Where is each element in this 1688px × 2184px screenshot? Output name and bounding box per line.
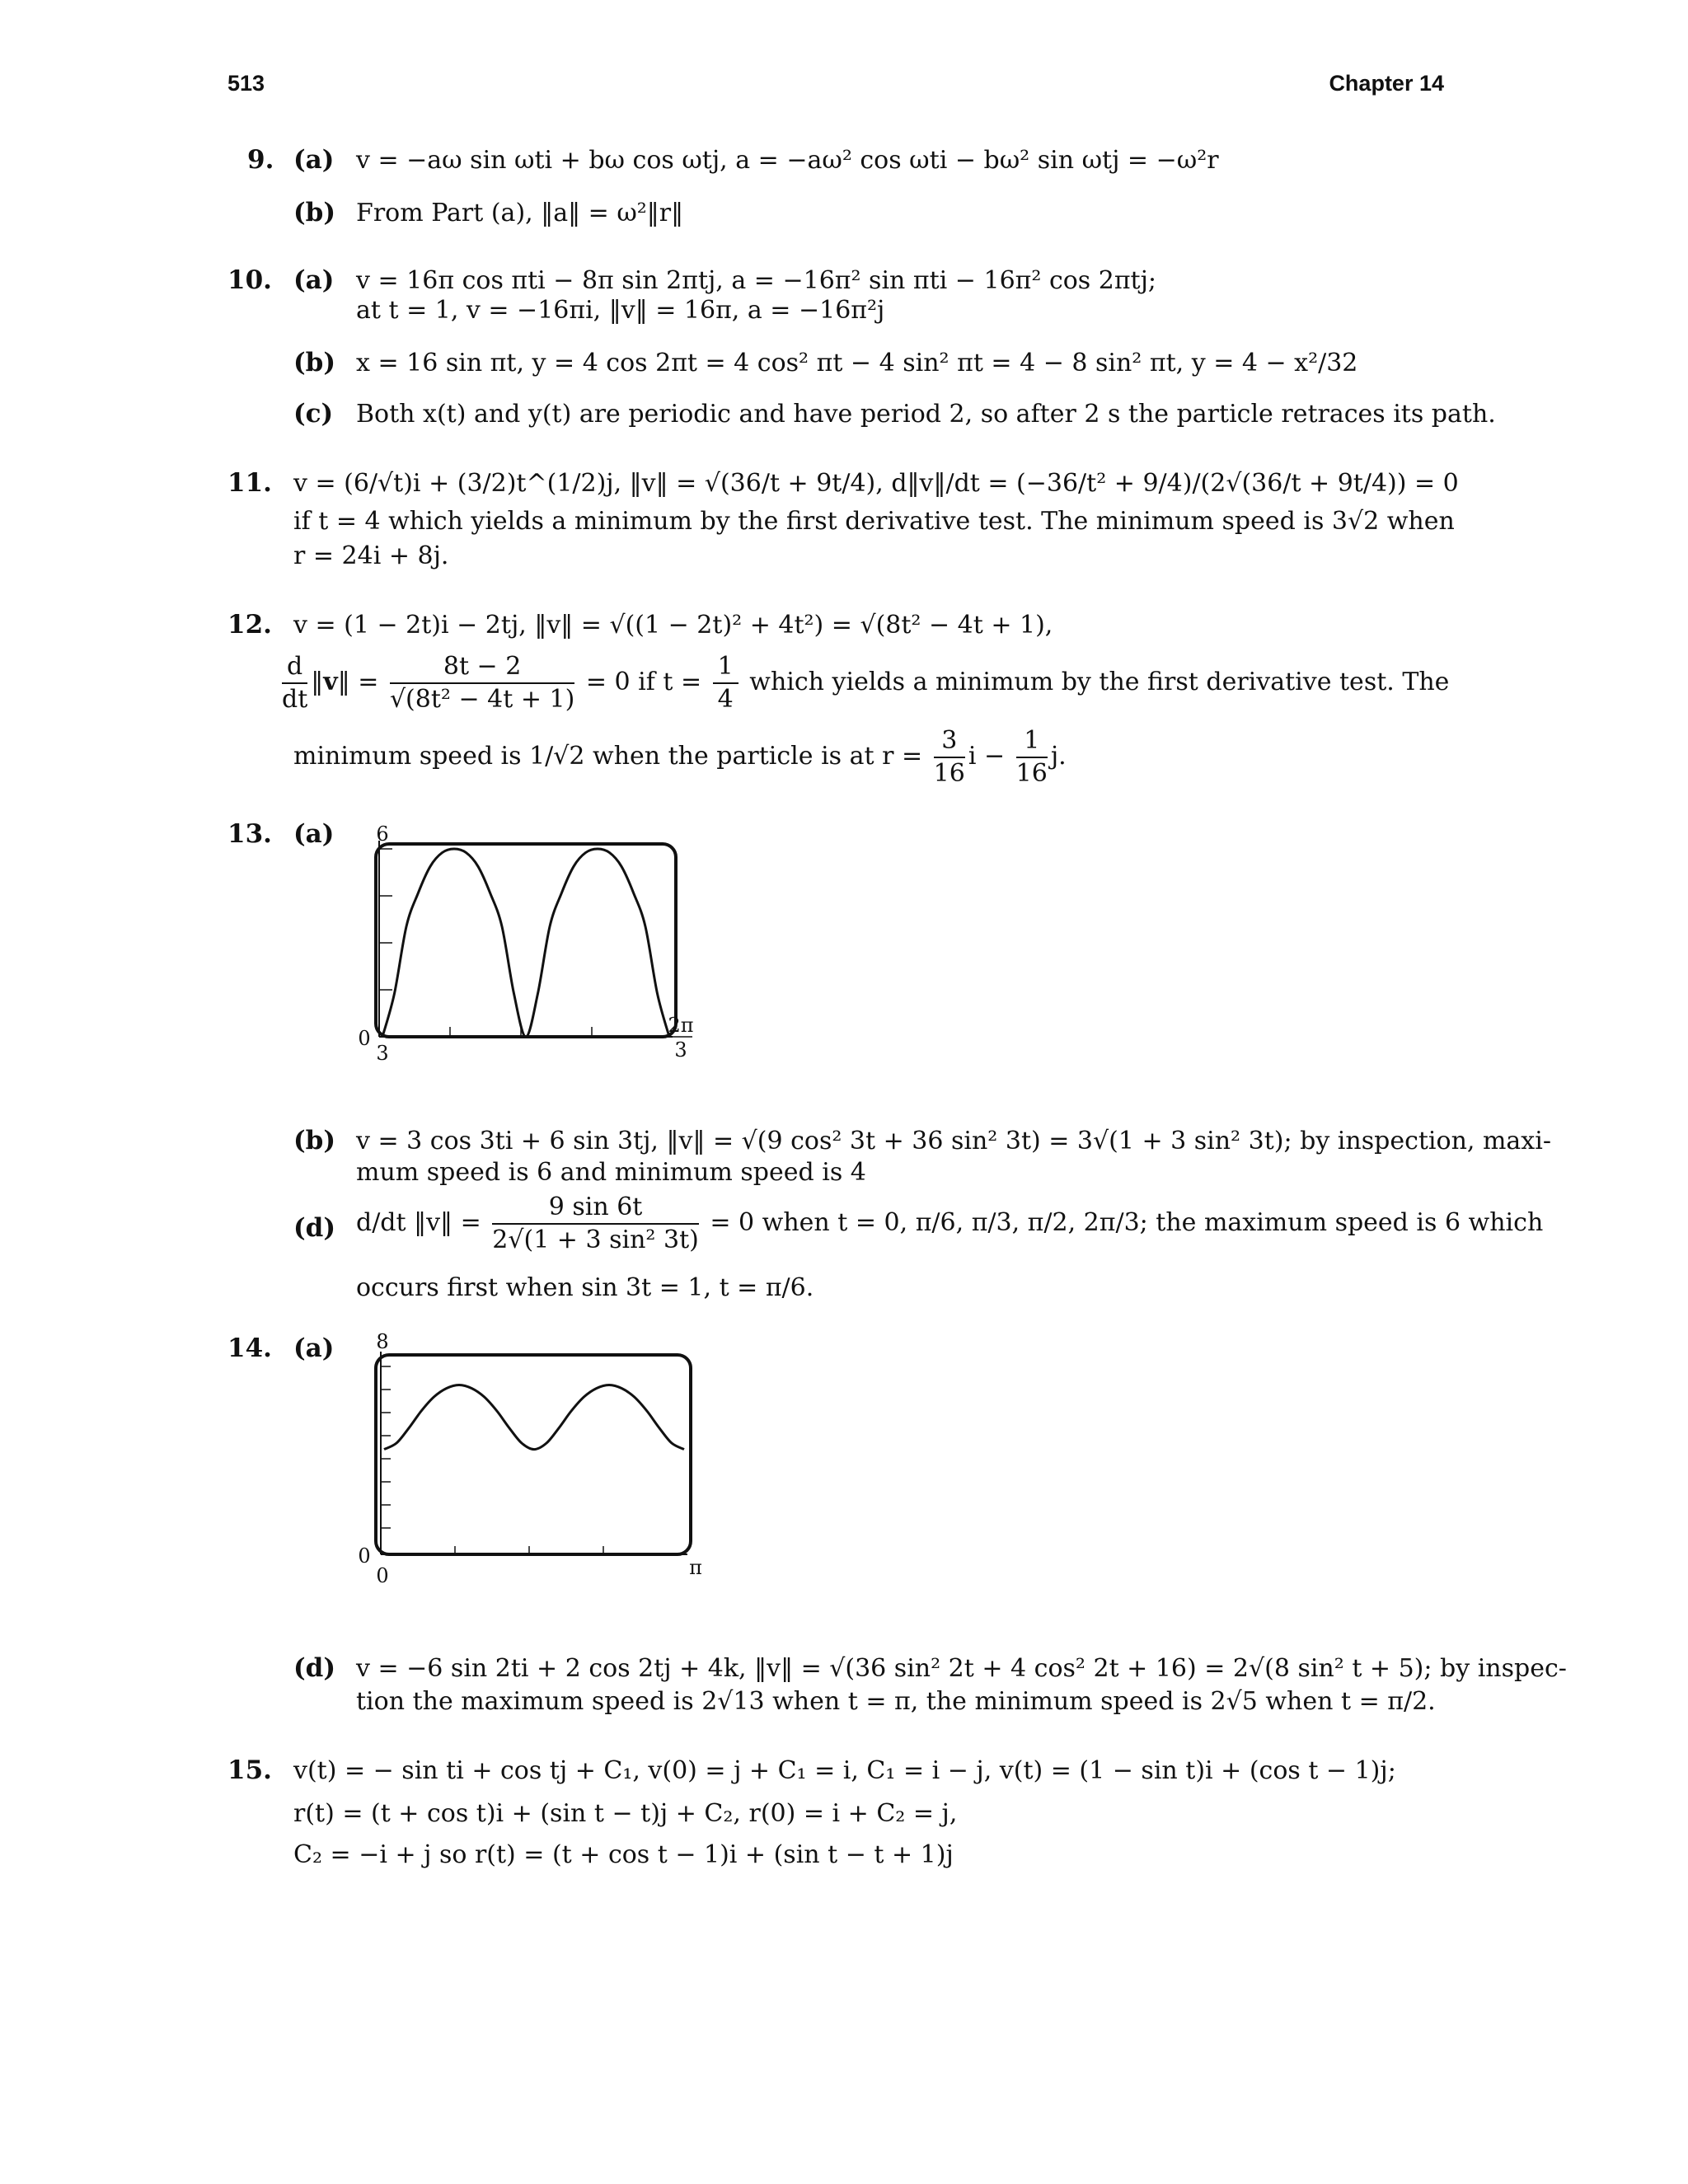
problem-12-derivative-line: $\frac{d}{dt}$ ‖v‖ = $\frac{8t - 2}{\text{√(8t² − 4t + 1)}}$ = 0 if t = $\frac{1}{4}$ which yields a minimum by the first derivative test. The (282, 652, 1450, 714)
problem-15-line1: v(t) = − sin ti + cos tj + C₁, v(0) = j + C₁ = i, C₁ = i − j, v(t) = (1 − sin t)i + (cos t − 1)j; (293, 1756, 1396, 1785)
y-tick-label-bottom: 0 (358, 1027, 371, 1050)
problem-9b-label: (b) (293, 198, 336, 227)
speed-derivative-fraction-13d: $\frac{9 \sin 6t}{\text{2√(1 + 3 sin² 3t)}}$ (492, 1193, 699, 1254)
problem-10a-line1: v = 16π cos πti − 8π sin 2πtj, a = −16π² sin πti − 16π² cos 2πtj; (356, 266, 1157, 295)
problem-9b-text: From Part (a), ‖a‖ = ω²‖r‖ (356, 199, 684, 227)
problem-10b-text: x = 16 sin πt, y = 4 cos 2πt = 4 cos² πt − 4 sin² πt = 4 − 8 sin² πt, y = 4 − x²/32 (356, 349, 1358, 377)
chapter-title: Chapter 14 (1329, 71, 1444, 96)
y-tick-label-top: 6 (376, 823, 389, 846)
problem-11-line3: r = 24i + 8j. (293, 541, 449, 570)
speed-graph-14a (346, 1330, 709, 1594)
speed-graph-13a (346, 816, 725, 1071)
problem-12-line3: minimum speed is 1/√2 when the particle is at r = $\frac{3}{16}$ i − $\frac{1}{16}$ j. (293, 726, 1067, 788)
x-tick-label-left: 3 (376, 1042, 389, 1065)
problem-10c-label: (c) (293, 399, 334, 429)
problem-13b-line1: v = 3 cos 3ti + 6 sin 3tj, ‖v‖ = √(9 cos² 3t + 36 sin² 3t) = 3√(1 + 3 sin² 3t); by inspection, maxi- (356, 1127, 1551, 1155)
problem-13a-label: (a) (293, 819, 335, 849)
problem-10b-label: (b) (293, 348, 336, 377)
problem-15-line3: C₂ = −i + j so r(t) = (t + cos t − 1)i + (sin t − t + 1)j (293, 1840, 954, 1869)
problem-14d-line1: v = −6 sin 2ti + 2 cos 2tj + 4k, ‖v‖ = √(36 sin² 2t + 4 cos² 2t + 16) = 2√(8 sin² t + 5); by inspec- (356, 1654, 1567, 1683)
problem-13b-line2: mum speed is 6 and minimum speed is 4 (356, 1158, 866, 1187)
problem-11-number: 11. (227, 468, 272, 498)
problem-13d-line2: occurs first when sin 3t = 1, t = π/6. (356, 1273, 814, 1302)
derivative-operator: $\frac{d}{dt}$ (282, 652, 308, 714)
problem-15-number: 15. (227, 1755, 272, 1785)
y-tick-label-bottom: 0 (358, 1544, 371, 1568)
problem-11-line2: if t = 4 which yields a minimum by the first derivative test. The minimum speed is 3√2 when (293, 507, 1455, 536)
position-fraction-j: $\frac{1}{16}$ (1015, 726, 1048, 788)
critical-t-fraction: $\frac{1}{4}$ (713, 651, 738, 715)
y-ticks (379, 849, 392, 990)
problem-10-number: 10. (227, 265, 272, 295)
problem-9a-text: v = −aω sin ωti + bω cos ωtj, a = −aω² cos ωti − bω² sin ωtj = −ω²r (356, 146, 1219, 175)
problem-10a-label: (a) (293, 265, 335, 295)
problem-12-line1: v = (1 − 2t)i − 2tj, ‖v‖ = √((1 − 2t)² + 4t²) = √(8t² − 4t + 1), (293, 611, 1053, 640)
problem-10c-text: Both x(t) and y(t) are periodic and have period 2, so after 2 s the particle retraces its path. (356, 400, 1496, 429)
problem-10a-line2: at t = 1, v = −16πi, ‖v‖ = 16π, a = −16π²j (356, 296, 885, 325)
problem-14a-label: (a) (293, 1333, 335, 1363)
speed-curve (384, 1385, 684, 1450)
x-tick-label-left: 0 (376, 1564, 389, 1587)
speed-derivative-fraction: $\frac{8t - 2}{\text{√(8t² − 4t + 1)}}$ (389, 652, 575, 714)
graph-frame (376, 844, 676, 1037)
x-tick-label-right: π (689, 1556, 702, 1579)
problem-9a-label: (a) (293, 145, 335, 175)
problem-14d-label: (d) (293, 1653, 336, 1683)
speed-curve (382, 849, 669, 1037)
problem-11-line1: v = (6/√t)i + (3/2)t^(1/2)j, ‖v‖ = √(36/t + 9t/4), d‖v‖/dt = (−36/t² + 9/4)/(2√(36/t + 9t/4)) = 0 (293, 469, 1459, 498)
problem-13b-label: (b) (293, 1126, 336, 1155)
problem-14d-line2: tion the maximum speed is 2√13 when t = π, the minimum speed is 2√5 when t = π/2. (356, 1687, 1436, 1716)
graph-frame (376, 1355, 691, 1554)
problem-13-number: 13. (227, 819, 272, 849)
problem-14-number: 14. (227, 1333, 272, 1363)
y-tick-label-top: 8 (376, 1330, 389, 1353)
position-fraction-i: $\frac{3}{16}$ (933, 726, 965, 788)
problem-15-line2: r(t) = (t + cos t)i + (sin t − t)j + C₂, r(0) = i + C₂ = j, (293, 1799, 958, 1828)
problem-12-number: 12. (227, 610, 272, 640)
problem-13d-label: (d) (293, 1213, 336, 1243)
page-number: 513 (227, 71, 265, 96)
x-tick-label-right-denominator: 3 (674, 1038, 687, 1062)
x-tick-label-right-numerator: 2π (668, 1014, 694, 1037)
problem-13d-derivative-line: d/dt ‖v‖ = $\frac{9 \sin 6t}{\text{2√(1 + 3 sin² 3t)}}$ = 0 when t = 0, π/6, π/3, π/2, 2π/3; the maximum speed is 6 which (356, 1193, 1544, 1254)
problem-9-number: 9. (247, 145, 274, 175)
